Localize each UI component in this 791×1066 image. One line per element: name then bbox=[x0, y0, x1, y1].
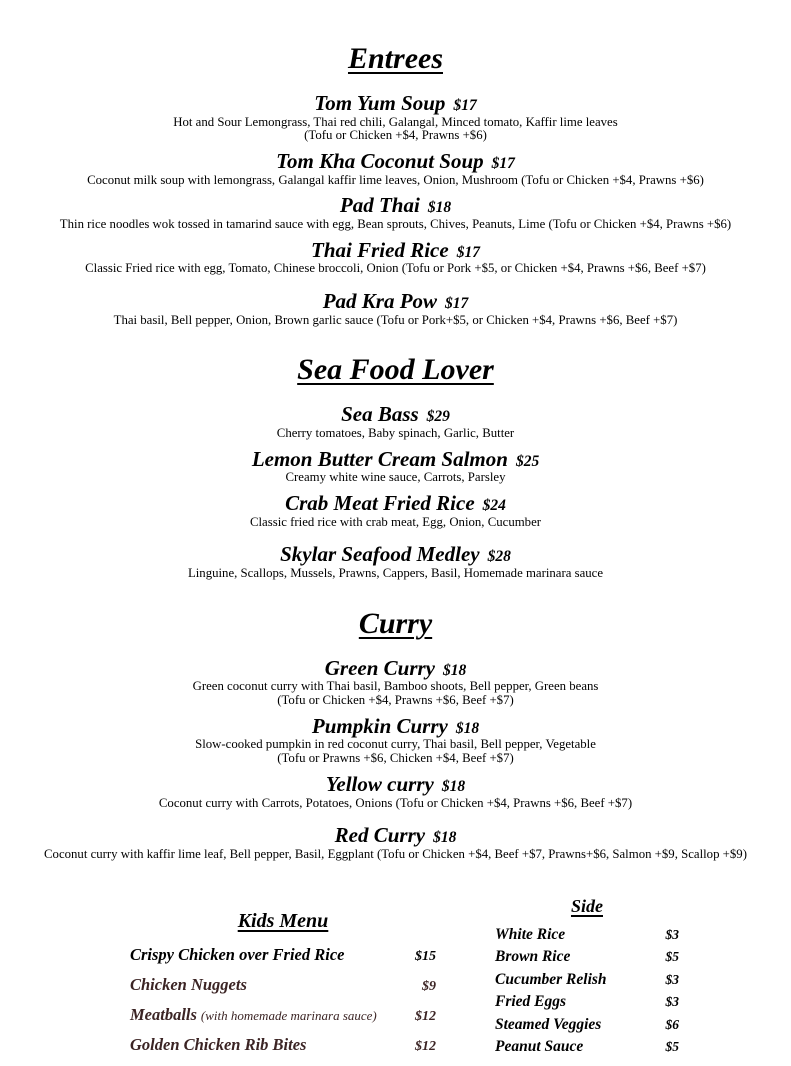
menu-item bbox=[0, 448, 791, 485]
section-title-text: Curry bbox=[358, 606, 433, 640]
item-price: $24 bbox=[482, 497, 506, 515]
item-name: Skylar Seafood Medley bbox=[280, 542, 480, 567]
item-description-line: Slow-cooked pumpkin in red coconut curry, Thai basil, Bell pepper, Vegetable bbox=[195, 737, 596, 752]
item-description-line: Thai basil, Bell pepper, Onion, Brown garlic sauce (Tofu or Pork+$5, or Chicken +$4, Prawns +$6, Beef +$7) bbox=[113, 312, 678, 327]
menu-row bbox=[495, 926, 679, 944]
menu-row bbox=[130, 1035, 436, 1055]
row-item-price: $15 bbox=[415, 948, 436, 964]
side-section bbox=[495, 896, 679, 1065]
item-description-line: Hot and Sour Lemongrass, Thai red chili, Galangal, Minced tomato, Kaffir lime leaves bbox=[173, 114, 618, 129]
row-left bbox=[495, 926, 565, 944]
row-item-name: Steamed Veggies bbox=[495, 1015, 602, 1033]
item-name: Sea Bass bbox=[341, 402, 419, 427]
item-header bbox=[0, 239, 791, 263]
item-description bbox=[0, 314, 791, 328]
row-item-name: Crispy Chicken over Fried Rice bbox=[130, 944, 345, 964]
item-header bbox=[0, 773, 791, 797]
item-name: Pumpkin Curry bbox=[311, 713, 448, 738]
section-title bbox=[0, 42, 791, 76]
row-item-name: Meatballs bbox=[130, 1004, 197, 1024]
item-description bbox=[0, 738, 791, 766]
item-header bbox=[0, 715, 791, 739]
item-price: $17 bbox=[456, 243, 480, 261]
menu-item bbox=[0, 543, 791, 580]
item-description-line: Coconut curry with Carrots, Potatoes, Onions (Tofu or Chicken +$4, Prawns +$6, Beef +$7) bbox=[158, 795, 633, 810]
item-description bbox=[0, 680, 791, 708]
menu-sections bbox=[0, 42, 791, 862]
row-item-name: Peanut Sauce bbox=[495, 1038, 584, 1056]
kids-menu-title-text: Kids Menu bbox=[237, 909, 329, 932]
item-description-line: (Tofu or Prawns +$6, Chicken +$4, Beef +$7) bbox=[277, 751, 514, 766]
item-header bbox=[0, 657, 791, 681]
menu-row bbox=[495, 971, 679, 989]
section-items bbox=[0, 92, 791, 327]
row-left bbox=[495, 993, 566, 1011]
kids-menu-title bbox=[130, 910, 436, 933]
item-description bbox=[0, 262, 791, 276]
item-name: Red Curry bbox=[334, 823, 426, 848]
item-description bbox=[0, 427, 791, 441]
menu-item bbox=[0, 403, 791, 440]
row-left bbox=[130, 1005, 377, 1025]
item-description bbox=[0, 174, 791, 188]
row-item-name: Chicken Nuggets bbox=[130, 974, 247, 994]
menu-row bbox=[495, 1016, 679, 1034]
row-item-name: White Rice bbox=[495, 925, 566, 943]
item-description-line: (Tofu or Chicken +$4, Prawns +$6, Beef +$7) bbox=[277, 693, 514, 708]
section-title bbox=[0, 353, 791, 387]
item-description bbox=[0, 471, 791, 485]
section-title-text: Sea Food Lover bbox=[297, 353, 494, 387]
row-item-price: $12 bbox=[415, 1008, 436, 1024]
menu-item bbox=[0, 773, 791, 810]
item-header bbox=[0, 194, 791, 218]
item-description-line: Cherry tomatoes, Baby spinach, Garlic, Butter bbox=[276, 425, 515, 440]
menu-row bbox=[495, 1038, 679, 1056]
item-name: Pad Thai bbox=[339, 193, 420, 218]
row-item-name: Fried Eggs bbox=[495, 993, 567, 1011]
item-description-line: Linguine, Scallops, Mussels, Prawns, Cappers, Basil, Homemade marinara sauce bbox=[187, 565, 604, 580]
item-description bbox=[0, 218, 791, 232]
item-description bbox=[0, 116, 791, 144]
menu-row bbox=[130, 1005, 436, 1025]
item-header bbox=[0, 92, 791, 116]
item-header bbox=[0, 403, 791, 427]
menu-row bbox=[130, 975, 436, 995]
menu-section bbox=[0, 353, 791, 580]
row-left bbox=[495, 971, 607, 989]
item-price: $17 bbox=[491, 155, 515, 173]
section-title-text: Entrees bbox=[347, 42, 443, 75]
side-title bbox=[495, 896, 679, 917]
item-price: $18 bbox=[441, 778, 466, 796]
menu-item bbox=[0, 239, 791, 276]
menu-row bbox=[495, 948, 679, 966]
section-title bbox=[0, 607, 791, 641]
item-header bbox=[0, 492, 791, 516]
row-item-price: $6 bbox=[665, 1016, 679, 1032]
row-left bbox=[130, 945, 344, 965]
item-name: Lemon Butter Cream Salmon bbox=[251, 446, 508, 471]
item-name: Green Curry bbox=[324, 655, 435, 680]
kids-menu-section bbox=[130, 910, 436, 1065]
row-item-price: $9 bbox=[422, 978, 436, 994]
menu-item bbox=[0, 492, 791, 529]
item-header bbox=[0, 448, 791, 472]
section-items bbox=[0, 657, 791, 862]
kids-menu-items bbox=[130, 945, 436, 1055]
row-left bbox=[495, 1016, 601, 1034]
item-price: $17 bbox=[453, 97, 477, 114]
item-description-line: Thin rice noodles wok tossed in tamarind sauce with egg, Bean sprouts, Chives, Peanuts, Lime (Tofu or Chicken +$4, Prawns +$6) bbox=[59, 216, 732, 231]
item-description-line: Classic Fried rice with egg, Tomato, Chinese broccoli, Onion (Tofu or Pork +$5, or Chicken +$4, Prawns +$6, Beef +$7) bbox=[85, 261, 706, 276]
row-item-name: Cucumber Relish bbox=[495, 970, 607, 988]
row-left bbox=[130, 975, 247, 995]
item-description-line: Coconut milk soup with lemongrass, Galangal kaffir lime leaves, Onion, Mushroom (Tofu or Chicken +$4, Prawns +$6) bbox=[87, 172, 704, 187]
item-description-line: Green coconut curry with Thai basil, Bamboo shoots, Bell pepper, Green beans bbox=[192, 679, 599, 694]
item-header bbox=[0, 543, 791, 567]
item-price: $28 bbox=[487, 548, 511, 566]
item-header bbox=[0, 824, 791, 848]
item-price: $18 bbox=[455, 719, 480, 737]
row-item-name: Golden Chicken Rib Bites bbox=[130, 1034, 307, 1054]
menu-item bbox=[0, 824, 791, 861]
item-name: Pad Kra Pow bbox=[322, 289, 438, 314]
side-items bbox=[495, 926, 679, 1057]
menu-section bbox=[0, 607, 791, 862]
item-price: $18 bbox=[433, 829, 457, 847]
bottom-block bbox=[0, 896, 791, 1065]
row-item-price: $3 bbox=[665, 926, 679, 942]
menu-item bbox=[0, 194, 791, 231]
item-description bbox=[0, 567, 791, 581]
side-title-text: Side bbox=[570, 895, 603, 916]
item-name: Crab Meat Fried Rice bbox=[285, 491, 475, 516]
menu-item bbox=[0, 657, 791, 708]
menu-item bbox=[0, 92, 791, 143]
item-price: $18 bbox=[443, 661, 467, 679]
item-description bbox=[0, 797, 791, 811]
item-name: Tom Yum Soup bbox=[314, 91, 446, 115]
menu-item bbox=[0, 290, 791, 327]
row-item-price: $12 bbox=[415, 1038, 436, 1054]
item-description bbox=[0, 516, 791, 530]
item-price: $18 bbox=[427, 199, 452, 217]
item-description-line: (Tofu or Chicken +$4, Prawns +$6) bbox=[304, 128, 487, 143]
row-left bbox=[495, 1038, 583, 1056]
item-name: Tom Kha Coconut Soup bbox=[276, 149, 484, 174]
row-item-price: $3 bbox=[665, 971, 679, 987]
item-header bbox=[0, 290, 791, 314]
row-item-note: (with homemade marinara sauce) bbox=[200, 1007, 377, 1023]
item-name: Thai Fried Rice bbox=[311, 237, 449, 262]
row-item-price: $5 bbox=[665, 949, 679, 965]
item-price: $17 bbox=[445, 295, 469, 313]
row-item-price: $5 bbox=[665, 1039, 679, 1055]
item-description-line: Creamy white wine sauce, Carrots, Parsley bbox=[285, 470, 506, 485]
section-items bbox=[0, 403, 791, 580]
menu-section bbox=[0, 42, 791, 327]
item-name: Yellow curry bbox=[325, 772, 434, 797]
item-price: $25 bbox=[515, 452, 540, 470]
row-left bbox=[495, 948, 570, 966]
menu-row bbox=[495, 993, 679, 1011]
item-header bbox=[0, 150, 791, 174]
menu-row bbox=[130, 945, 436, 965]
row-item-price: $3 bbox=[665, 994, 679, 1010]
menu-item bbox=[0, 715, 791, 766]
row-item-name: Brown Rice bbox=[495, 948, 571, 966]
item-price: $29 bbox=[426, 408, 450, 426]
menu-page bbox=[0, 42, 791, 1065]
menu-item bbox=[0, 150, 791, 187]
item-description bbox=[0, 848, 791, 862]
item-description-line: Classic fried rice with crab meat, Egg, Onion, Cucumber bbox=[249, 514, 542, 529]
item-description-line: Coconut curry with kaffir lime leaf, Bell pepper, Basil, Eggplant (Tofu or Chicken +$4, Beef +$7, Prawns+$6, Salmon +$9, Scallop +$9) bbox=[44, 846, 747, 861]
row-left bbox=[130, 1035, 306, 1055]
